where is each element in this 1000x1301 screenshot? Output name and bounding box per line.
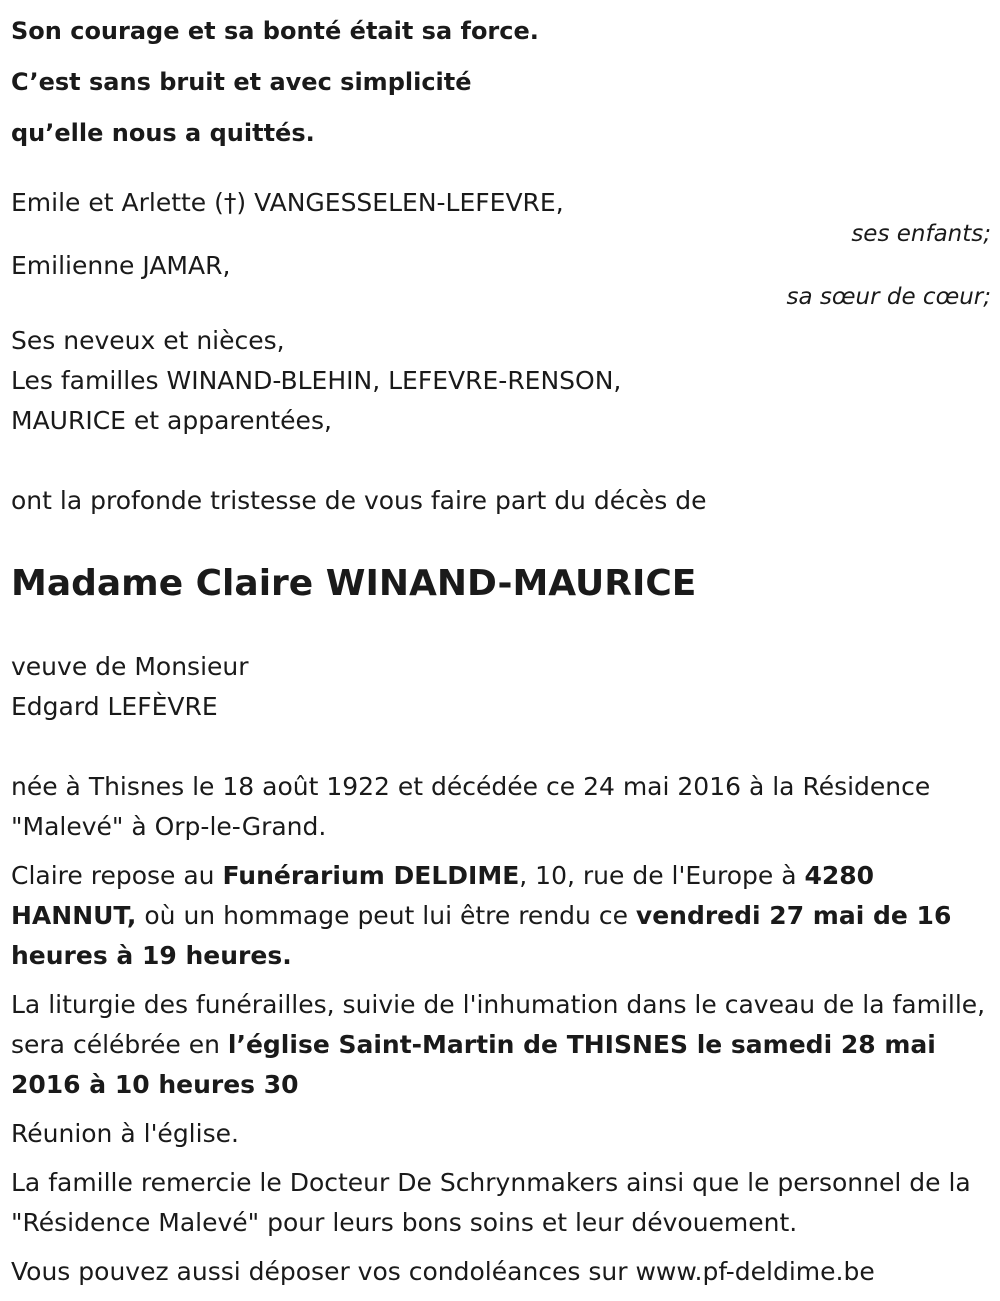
- repose-info: [11, 856, 991, 976]
- family-list: [11, 186, 991, 441]
- quote-line-3: qu’elle nous a quittés.: [11, 119, 315, 147]
- funerarium-name: Funérarium DELDIME: [222, 861, 520, 890]
- thanks-info: La famille remercie le Docteur De Schrynmakers ainsi que le personnel de la "Résidence Malevé" pour leurs bons soins et leur dévouement.: [11, 1168, 971, 1237]
- birth-death: [11, 767, 991, 847]
- liturgy-info: [11, 985, 991, 1105]
- sister-role: sa sœur de cœur;: [786, 284, 991, 310]
- children-names: Emile et Arlette (†) VANGESSELEN-LEFEVRE,: [11, 188, 564, 217]
- liturgy-text: La liturgie des funérailles, suivie de l'inhumation dans le caveau de la famille, sera célébrée en: [11, 990, 986, 1059]
- opening-quote: [11, 6, 991, 159]
- quote-line-2: C’est sans bruit et avec simplicité: [11, 68, 472, 96]
- repose-text-1: Claire repose au: [11, 861, 223, 890]
- birth-death-line-1: née à Thisnes le 18 août 1922 et décédée ce 24 mai 2016 à la Résidence: [11, 772, 931, 801]
- others-line-1: Ses neveux et nièces,: [11, 326, 285, 355]
- others-line-3: MAURICE et apparentées,: [11, 406, 332, 435]
- birth-death-line-2: "Malevé" à Orp-le-Grand.: [11, 812, 327, 841]
- deceased-name: Madame Claire WINAND-MAURICE: [11, 563, 697, 604]
- others-line-2: Les familles WINAND-BLEHIN, LEFEVRE-RENSON,: [11, 366, 622, 395]
- sister-name: Emilienne JAMAR,: [11, 251, 231, 280]
- visiting-hours: vendredi 27 mai de 16 heures à 19 heures.: [11, 901, 952, 970]
- spouse-line-1: veuve de Monsieur: [11, 652, 249, 681]
- children-role: ses enfants;: [851, 221, 991, 247]
- repose-text-2: , 10, rue de l'Europe à: [519, 861, 805, 890]
- repose-text-3: où un hommage peut lui être rendu ce: [136, 901, 636, 930]
- spouse-line-2: Edgard LEFÈVRE: [11, 692, 218, 721]
- repose-city: 4280 HANNUT,: [11, 861, 875, 930]
- liturgy-details: l’église Saint-Martin de THISNES le samedi 28 mai 2016 à 10 heures 30: [11, 1030, 936, 1099]
- condolences-info: Vous pouvez aussi déposer vos condoléances sur www.pf-deldime.be: [11, 1257, 875, 1286]
- quote-line-1: Son courage et sa bonté était sa force.: [11, 17, 539, 45]
- spouse-info: [11, 647, 991, 727]
- obituary-notice: [11, 6, 991, 1301]
- announcement: ont la profonde tristesse de vous faire part du décès de: [11, 486, 707, 515]
- meeting-info: Réunion à l'église.: [11, 1119, 239, 1148]
